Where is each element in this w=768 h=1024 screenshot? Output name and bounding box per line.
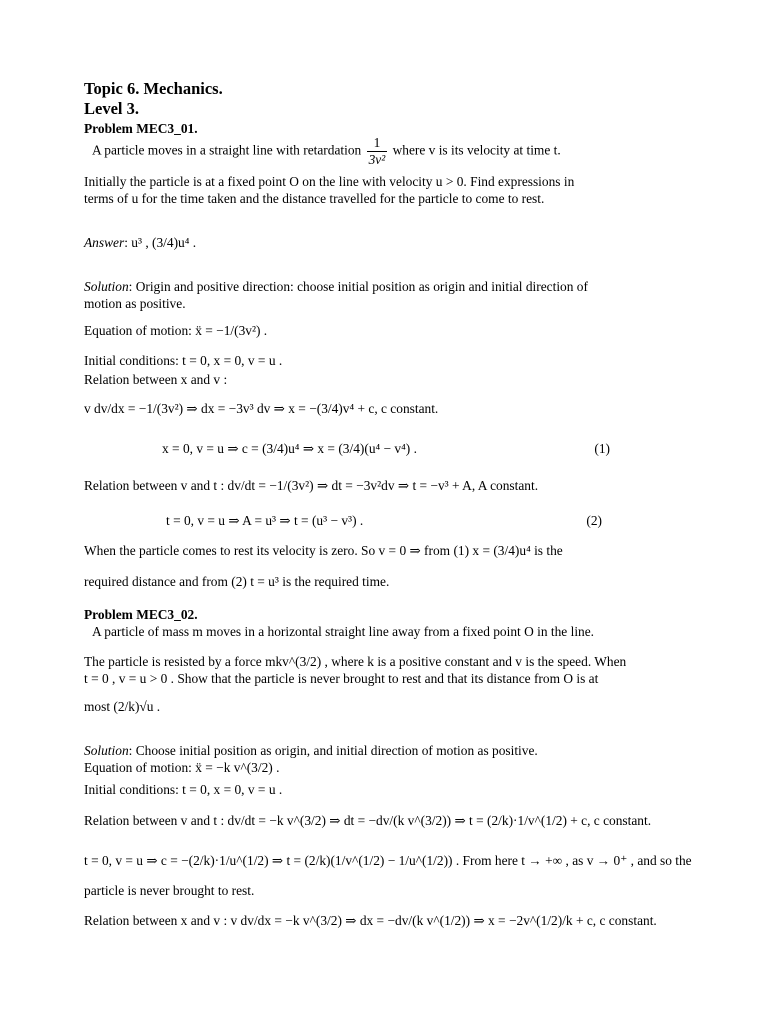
topic-title: Topic 6. Mechanics. bbox=[84, 79, 223, 98]
solution-text: : Choose initial position as origin, and initial direction of motion as positive. bbox=[128, 743, 538, 758]
problem1-rest-line1: When the particle comes to rest its velocity is zero. So v = 0 ⇒ from (1) x = (3/4)u⁴ is the bbox=[84, 543, 563, 558]
statement-text: where v is its velocity at time t. bbox=[392, 142, 561, 158]
problem1-statement-line2: Initially the particle is at a fixed point O on the line with velocity u > 0. Find expressions in bbox=[84, 174, 575, 189]
solution-label: Solution bbox=[84, 279, 129, 294]
level-title: Level 3. bbox=[84, 99, 139, 118]
problem2-eom: Equation of motion: ẍ = −k v^(3/2) . bbox=[84, 760, 280, 775]
eq2-number: (2) bbox=[586, 513, 602, 528]
problem2-initial: Initial conditions: t = 0, x = 0, v = u . bbox=[84, 782, 283, 797]
problem1-statement-line1 bbox=[92, 136, 561, 167]
problem1-eq1: x = 0, v = u ⇒ c = (3/4)u⁴ ⇒ x = (3/4)(u⁴ − v⁴) . bbox=[162, 441, 417, 456]
problem1-rel-xv-eq: v dv/dx = −1/(3v²) ⇒ dx = −3v³ dv ⇒ x = −(3/4)v⁴ + c, c constant. bbox=[84, 401, 439, 416]
eom-label: Equation of motion: bbox=[84, 323, 192, 338]
problem2-never-rest: particle is never brought to rest. bbox=[84, 883, 255, 898]
problem2-statement-line4: most (2/k)√u . bbox=[84, 699, 161, 714]
eom-equation: ẍ = −1/(3v²) . bbox=[195, 323, 268, 338]
problem2-rel-xv: Relation between x and v : v dv/dx = −k v^(3/2) ⇒ dx = −dv/(k v^(1/2)) ⇒ x = −2v^(1/2)/k + c, c constant. bbox=[84, 913, 657, 928]
problem1-solution-line1 bbox=[84, 278, 588, 295]
statement-text: A particle moves in a straight line with retardation bbox=[92, 142, 362, 158]
problem1-eq2: t = 0, v = u ⇒ A = u³ ⇒ t = (u³ − v³) . bbox=[166, 513, 364, 528]
problem2-statement-line3: t = 0 , v = u > 0 . Show that the particle is never brought to rest and that its distance from O is at bbox=[84, 671, 599, 686]
problem1-rel-xv-label: Relation between x and v : bbox=[84, 372, 228, 387]
fraction-den: 3v² bbox=[368, 152, 386, 168]
problem1-label: Problem MEC3_01. bbox=[84, 121, 198, 136]
problem1-initial: Initial conditions: t = 0, x = 0, v = u . bbox=[84, 353, 283, 368]
problem2-statement-line2: The particle is resisted by a force mkv^(3/2) , where k is a positive constant and v is the speed. When bbox=[84, 654, 627, 669]
problem2-label: Problem MEC3_02. bbox=[84, 607, 198, 622]
solution-label: Solution bbox=[84, 743, 129, 758]
problem2-rel-tv: Relation between v and t : dv/dt = −k v^(3/2) ⇒ dt = −dv/(k v^(3/2)) ⇒ t = (2/k)·1/v^(1/2) + c, c constant. bbox=[84, 813, 652, 828]
answer-text: u³ , (3/4)u⁴ . bbox=[131, 235, 197, 250]
problem1-answer: Answer: u³ , (3/4)u⁴ . bbox=[84, 235, 197, 250]
retardation-fraction bbox=[367, 136, 388, 167]
problem1-eom bbox=[84, 322, 267, 339]
fraction-num: 1 bbox=[367, 136, 388, 152]
problem2-solution-line1 bbox=[84, 742, 538, 759]
problem2-statement-line1: A particle of mass m moves in a horizontal straight line away from a fixed point O in the line. bbox=[92, 624, 595, 639]
answer-label: Answer bbox=[84, 235, 125, 250]
problem1-rel-tv: Relation between v and t : dv/dt = −1/(3v²) ⇒ dt = −3v²dv ⇒ t = −v³ + A, A constant. bbox=[84, 478, 539, 493]
problem1-rest-line2: required distance and from (2) t = u³ is the required time. bbox=[84, 574, 390, 589]
problem2-const: t = 0, v = u ⇒ c = −(2/k)·1/u^(1/2) ⇒ t = (2/k)(1/v^(1/2) − 1/u^(1/2)) . From here t → +∞ , as v → 0⁺ , and so the bbox=[84, 853, 692, 868]
problem1-solution-line2: motion as positive. bbox=[84, 296, 186, 311]
eq1-number: (1) bbox=[594, 441, 610, 456]
solution-text: : Origin and positive direction: choose initial position as origin and initial direction of bbox=[128, 279, 588, 294]
problem1-statement-line3: terms of u for the time taken and the distance travelled for the particle to come to rest. bbox=[84, 191, 545, 206]
